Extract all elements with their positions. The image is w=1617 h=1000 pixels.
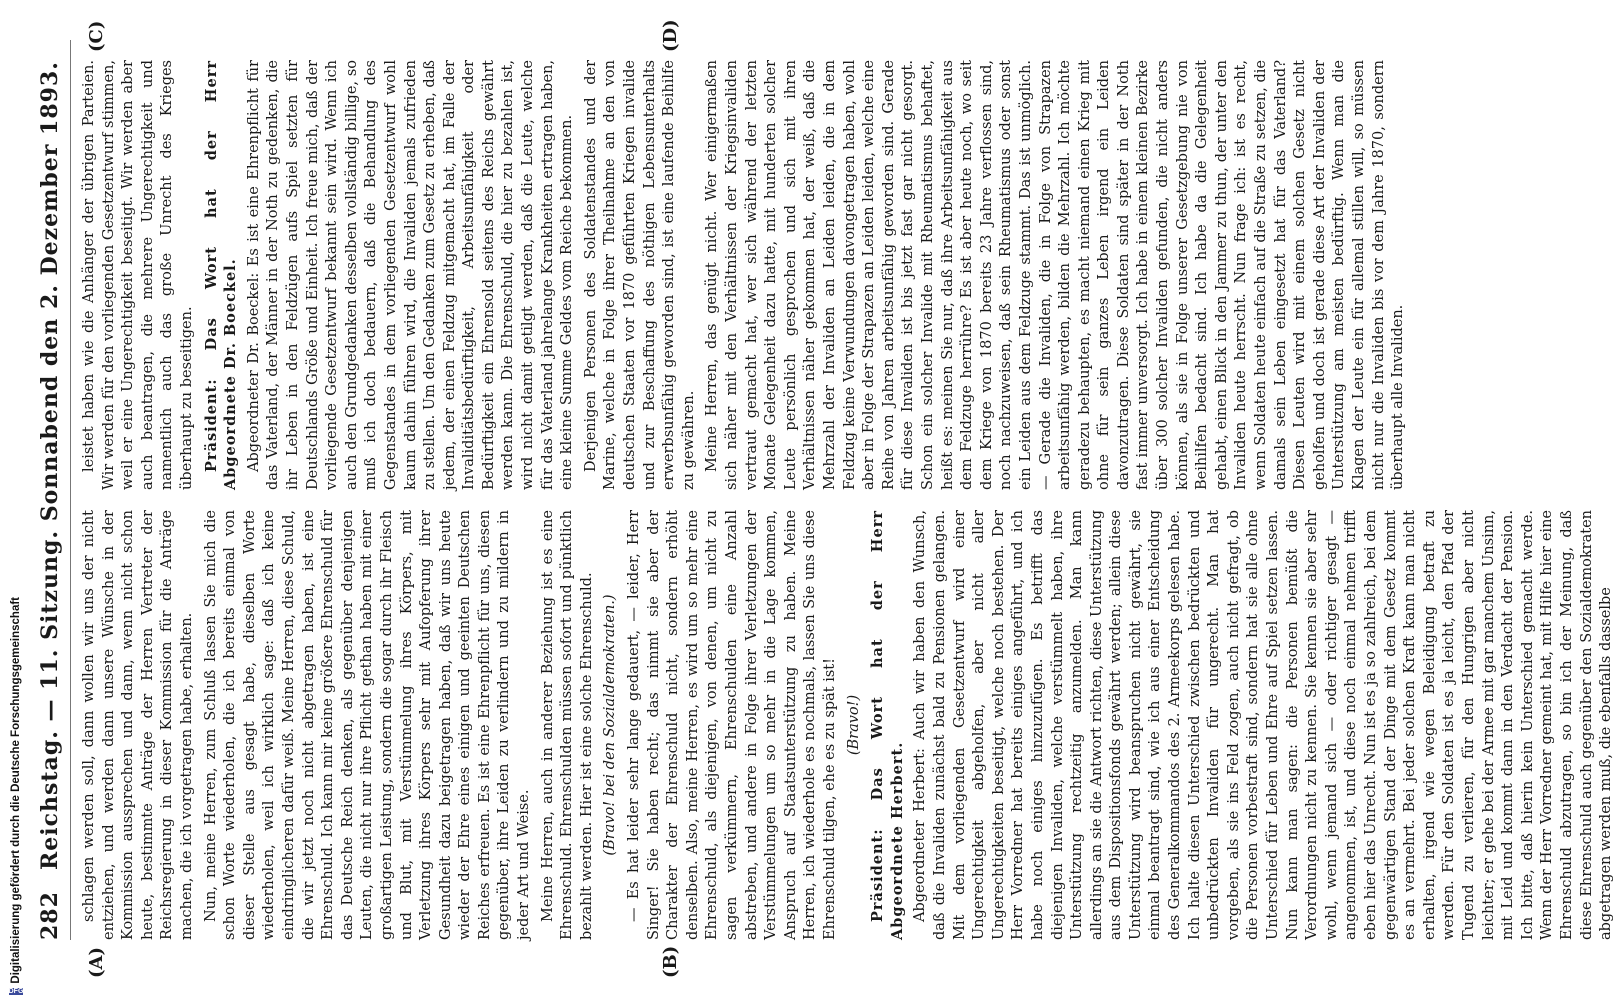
left-paragraph: — Es hat leider sehr lange gedauert, — leider, Herr Singer! Sie haben recht; das nimmt sie aber der Charakter der Ehrenschuld nicht, sondern erhöht denselben. Also, meine Herren, es wird um so mehr eine Ehrenschuld, als diejenigen, von denen, um nicht zu sagen verkümmern, Ehrenschulden eine Anzahl abstreben, und andere in Folge ihrer Verletzungen der Verstümmelungen um so mehr in die Lage kommen, Anspruch auf Staatsunterstützung zu haben. Meine Herren, ich wiederhole es nochmals, lassen Sie uns diese Ehrenschuld tilgen, ehe es zu spät ist! (626, 510, 838, 940)
page-number: 282 (37, 891, 63, 940)
right-quoted-paragraph: Derjenigen Personen des Soldatenstandes und der Marine, welche in Folge ihrer Theilnahme an den von deutschen Staaten vor 1870 geführten Kriegen invalide und zur Beschaffung des nöthigen Lebensunterhalts erwerbsunfähig geworden sind, ist eine laufende Beihilfe zu gewähren. (582, 60, 697, 490)
left-paragraph: Nun, meine Herren, zum Schluß lassen Sie mich die schon Worte wiederholen, die ich bereits einmal von dieser Stelle aus gesagt habe, dieselben Worte wiederholen, weil ich wirklich sage: daß ich keine eindringlicheren dafür weiß. Meine Herren, diese Schuld, die wir jetzt noch nicht abgetragen haben, ist eine Ehrenschuld. Ich kann mir keine größere Ehrenschuld für das Deutsche Reich denken, als gegenüber denjenigen Leuten, die nicht nur ihre Pflicht gethan haben mit einer großartigen Leistung, sondern die sogar durch ihr Fleisch und Blut, mit Verstümmelung ihres Körpers, mit Verletzung ihres Körpers sehr mit Aufopferung ihrer Gesundheit dazu beigetragen haben, daß wir uns heute wieder der Ehre eines einigen und geeinten Deutschen Reiches erfreuen. Es ist eine Ehrenpflicht für uns, diesen gegenüber, ihre Leiden zu verlindern und zu mildern in jeder Art und Weise. (202, 510, 533, 940)
left-paragraph: Meine Herren, auch in anderer Beziehung ist es eine Ehrenschuld. Ehrenschulden müssen sofort und pünktlich bezahlt werden. Hier ist eine solche Ehrenschuld. (539, 510, 595, 940)
margin-marker-b: (B) (660, 945, 681, 978)
margin-marker-a: (A) (86, 947, 107, 978)
left-column (80, 510, 1615, 940)
margin-marker-d: (D) (660, 19, 681, 52)
left-paragraph: Abgeordneter Herbert: Auch wir haben den Wunsch, daß die Invaliden zunächst bald zu Pensionen gelangen. Mit dem vorliegenden Gesetzentwurf wird einer Ungerechtigkeit abgeholfen, aber nicht aller Ungerechtigkeiten beseitigt, welche noch bestehen. Der Herr Vorredner hat bereits einiges angeführt, und ich habe noch einiges hinzuzufügen. Es betrifft das diejenigen Invaliden, welche verstümmelt haben, ihre Unterstützung rechtzeitig anzumelden. Man kann allerdings an sie die Antwort richten, diese Unterstützung aus dem Dispositionsfonds gewährt werden; allein diese Unterstützung wird beanspruchen nicht gewährt, sie einmal beantragt sind, wie ich aus einer Entscheidung des Generalkommandos des 2. Armeekorps gelesen habe. Ich halte diesen Unterschied zwischen bedrückten und unbedrückten Invaliden für ungerecht. Man hat vorgeben, als sie ins Feld zogen, auch nicht gefragt, ob die Personen vorbestraft sind, sondern hat sie alle ohne Unterschied für Leben und Ehre auf Spiel setzen lassen. Nun kann man sagen: die Personen bemüßt die Verordnungen nicht zu kennen. Sie kennen sie aber sehr wohl, wenn jemand sich — oder richtiger gesagt — angenommen, ist, und diese noch einmal nehmen trifft eben hier das Unrecht. Nun ist es ja so zahlreich, bei dem gegenwärtigen Stand der Dinge mit dem Gesetz kommt es an vermehrt. Bei jeder solchen Kraft kann man nicht erhalten, irgend wie wegen Beleidigung betraft zu werden. Für den Soldaten ist es ja leicht, den Pfad der Tugend zu verlieren, für den Hungrigen aber nicht leichter; er gehe bei der Armee mit gar manchem Unsinn, mit Leid und kommt dann in den Verdacht der Pension. Ich bitte, daß hierin kein Unterschied gemacht werde. Wenn der Herr Vorredner gemeint hat, mit Hilfe hier eine Ehrenschuld abzutragen, so bin ich der Meinung, daß diese Ehrenschuld auch gegenüber den Sozialdemokraten abgetragen werden muß, die ebenfalls dasselbe (912, 510, 1615, 940)
page-header (30, 40, 71, 940)
digitization-note: Digitalisierung gefördert durch die Deutsche Forschungsgemeinschaft (10, 597, 22, 984)
right-paragraph: Meine Herren, das genügt nicht. Wer einigermaßen sich näher mit den Verhältnissen der Kriegsinvaliden vertraut gemacht hat, wer sich während der letzten Monate Gelegenheit dazu hatte, mit hunderten solcher Leute persönlich gesprochen und sich mit ihren Verhältnissen näher gekommen hat, der weiß, daß die Mehrzahl der Invaliden an Leiden leiden, die in dem Feldzug keine Verwundungen davongetragen haben, wohl aber in Folge der Strapazen an Leiden leiden, welche eine Reihe von Jahren arbeitsunfähig geworden sind. Gerade für diese Invaliden ist bis jetzt fast gar nicht gesorgt. Schon ein solcher Invalide mit Rheumatismus behaftet, heißt es: meinen Sie nur, daß ihre Arbeitsunfähigkeit aus dem Feldzuge herrühre? Es ist aber heute noch, wo seit dem Kriege von 1870 bereits 23 Jahre verflossen sind, noch nachzuweisen, daß sein Rheumatismus oder sonst ein Leiden aus dem Feldzuge stammt. Das ist unmöglich. — Gerade die Invaliden, die in Folge von Strapazen arbeitsunfähig werden, bilden die Mehrzahl. Ich möchte geradezu behaupten, es macht niemand einen Krieg mit ohne für sein ganzes Leben irgend ein Leiden davonzutragen. Diese Soldaten sind später in der Noth fast immer unversorgt. Ich habe in einem kleinen Bezirke über 300 solcher Invaliden gefunden, die nicht anders können, als sie in Folge unserer Gesetzgebung nie von Beihilfen bedacht sind. Ich habe da die Gelegenheit gehabt, einen Blick in den Jammer zu thun, der unter den Invaliden heute herrscht. Nun frage ich: ist es recht, wenn Soldaten heute einfach auf die Straße zu setzen, die damals sein Leben eingesetzt hat für das Vaterland? Diesen Leuten wird mit einem solchen Gesetz nicht geholfen und doch ist gerade diese Art der Invaliden der Unterstützung am meisten bedürftig. Wenn man die Klagen der Leute ein für allemal stillen will, so müssen nicht nur die Invaliden bis vor dem Jahre 1870, sondern überhaupt alle Invaliden. (704, 60, 1407, 490)
left-speaker-line: Präsident: Das Wort hat der Herr Abgeordnete Herbert. (869, 510, 906, 940)
left-interjection: (Bravo! bei den Sozialdemokraten.) (602, 594, 619, 856)
right-paragraph: leistet haben wie die Anhänger der übrigen Parteien. Wir werden für den vorliegenden Gesetzentwurf stimmen, weil er eine Ungerechtigkeit beseitigt. Wir werden aber auch beantragen, die mehrere Ungerechtigkeit und namentlich auch das große Unrecht des Krieges überhaupt zu beseitigen. (81, 60, 195, 490)
margin-marker-c: (C) (86, 20, 107, 52)
digitization-footer (6, 597, 26, 995)
right-paragraph: Abgeordneter Dr. Boeckel: Es ist eine Ehrenpflicht für das Vaterland, der Männer in der Noth zu gedenken, die ihr Leben in den Feldzügen aufs Spiel setzten für Deutschlands Größe und Einheit. Ich freue mich, daß der vorliegende Gesetzentwurf bekannt sein wird. Wenn ich auch den Grundgedanken desselben vollständig billige, so muß ich doch bedauern, daß die Behandlung des Gegenstandes in dem vorliegenden Gesetzentwurf wohl kaum dahin führen wird, die Invaliden jemals zufrieden zu stellen. Um den Gedanken zum Gesetz zu erheben, daß jedem, der einen Feldzug mitgemacht hat, im Falle der Invaliditätsbedürftigkeit, Arbeitsunfähigkeit oder Bedürftigkeit ein Ehrensold seitens des Reichs gewährt werden kann. Die Ehrenschuld, die hier zu bezahlen ist, wird nicht damit getilgt werden, daß die Leute, welche für das Vaterland jahrelange Krankheiten ertragen haben, eine kleine Summe Geldes vom Reiche bekommen. (245, 60, 576, 490)
right-column (80, 60, 1407, 490)
left-interjection: (Bravo!) (845, 694, 862, 756)
page-title: Reichstag. — 11. Sitzung. Sonnabend den 2. Dezember 1893. (37, 61, 63, 871)
left-paragraph: schlagen werden soll, dann wollen wir uns der nicht entziehen, und werden dann unsere Wünsche in der Kommission aussprechen und dann, wenn nicht schon heute, bestimmte Anträge der Herren Vertreter der Reichsregierung in dieser Kommission für die Anträge machen, die ich vorgetragen habe, erhalten. (81, 510, 195, 940)
right-speaker-line: Präsident: Das Wort hat der Herr Abgeordnete Dr. Boeckel. (202, 60, 240, 490)
dfg-logo-icon: DFG (8, 988, 24, 995)
